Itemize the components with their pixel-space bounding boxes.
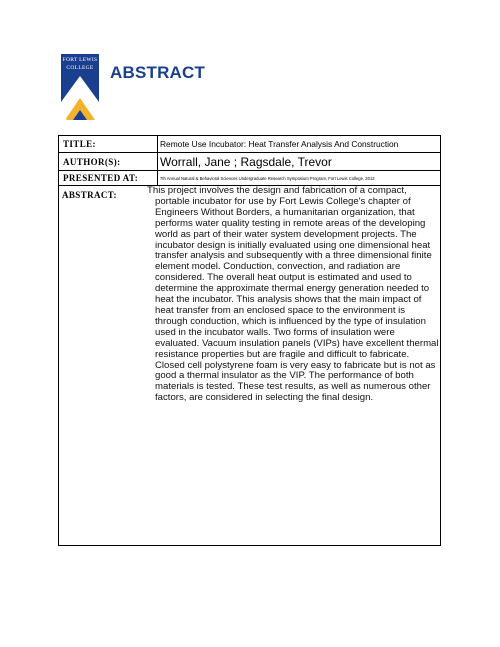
logo-text-line1: FORT LEWIS bbox=[62, 57, 98, 63]
title-label: TITLE: bbox=[59, 136, 158, 152]
author-row bbox=[58, 153, 441, 171]
presented-row bbox=[58, 171, 441, 186]
college-logo bbox=[61, 54, 99, 120]
author-label: AUTHOR(S): bbox=[59, 153, 158, 170]
presented-value: 7th Annual Natural & Behavioral Sciences Undergraduate Research Symposium Program, Fort Lewis College, 2012 bbox=[160, 175, 375, 181]
author-value: Worrall, Jane ; Ragsdale, Trevor bbox=[160, 154, 332, 169]
title-row bbox=[58, 135, 441, 153]
presented-label: PRESENTED AT: bbox=[59, 171, 158, 185]
page-title: ABSTRACT bbox=[110, 63, 206, 82]
logo-text-line2: COLLEGE bbox=[66, 65, 94, 71]
title-value: Remote Use Incubator: Heat Transfer Analysis And Construction bbox=[160, 139, 399, 149]
abstract-label: ABSTRACT: bbox=[62, 190, 117, 200]
abstract-text: This project involves the design and fabrication of a compact, portable incubator for use by Fort Lewis College's chapter of Engineers Without Borders, a humanitarian organization, that performs water quality testing in remote areas of the developing world as part of their water system development projects. The incubator design is initially evaluated using one dimensional heat transfer analysis and subsequently with a three dimensional finite element model. Conduction, convection, and radiation are considered. The overall heat output is estimated and used to determine the approximate thermal energy generation needed to heat the incubator. This analysis shows that the main impact of heat transfer from an enclosed space to the environment is through conduction, which is influenced by the type of insulation used in the incubator walls. Two forms of insulation were evaluated. Vacuum insulation panels (VIPs) have excellent thermal resistance properties but are fragile and difficult to fabricate. Closed cell polystyrene foam is very easy to fabricate but is not as good a thermal insulator as the VIP. The performance of both materials is tested. These test results, as well as numerous other factors, are considered in selecting the final design. bbox=[147, 185, 439, 404]
college-logo-graphic bbox=[61, 54, 99, 120]
